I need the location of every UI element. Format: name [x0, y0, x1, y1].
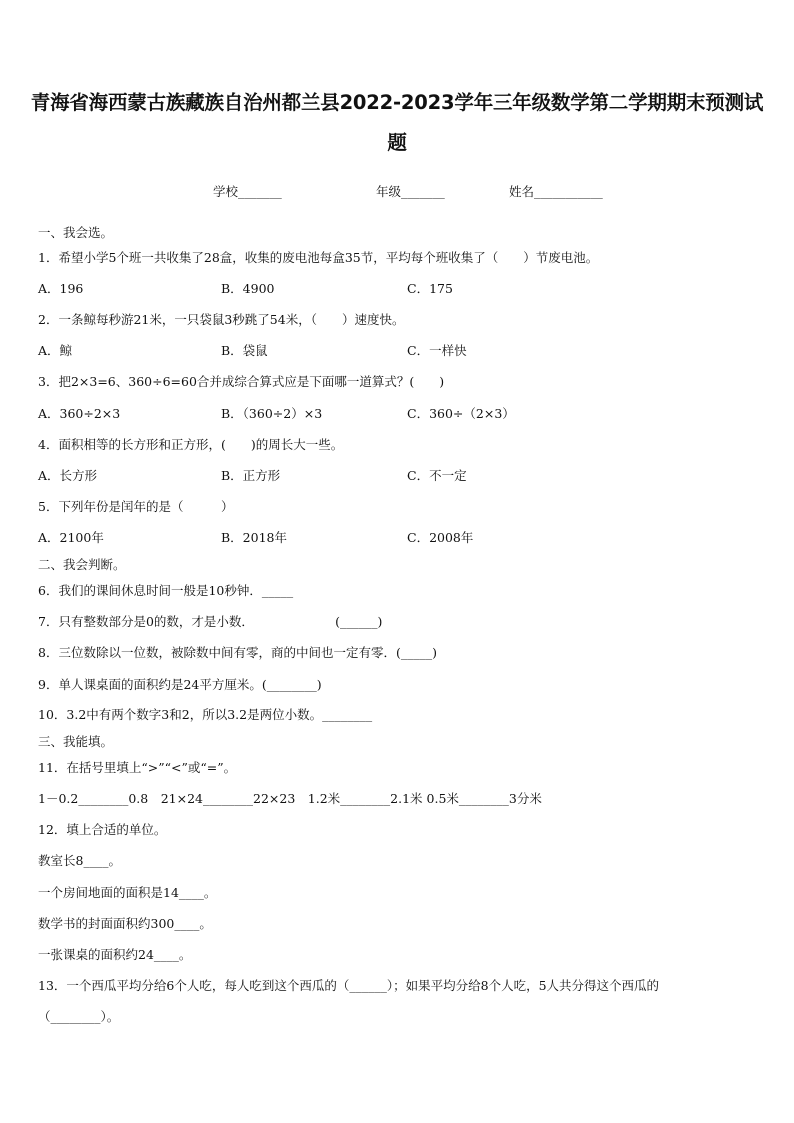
- q1-option-c: C．175: [407, 281, 453, 296]
- q2-option-b: B．袋鼠: [221, 343, 268, 358]
- exam-title: [30, 86, 764, 160]
- question-6: 6．我们的课间休息时间一般是10秒钟．_____: [38, 583, 294, 598]
- q5-option-a: A．2100年: [38, 530, 104, 545]
- question-8: 8．三位数除以一位数，被除数中间有零，商的中间也一定有零．(_____): [38, 645, 437, 660]
- question-1: 1．希望小学5个班一共收集了28盒，收集的废电池每盒35节，平均每个班收集了（ ）节废电池。: [38, 250, 599, 265]
- name-field: 姓名___________: [509, 184, 603, 199]
- q1-option-a: A．196: [38, 281, 84, 296]
- q3-option-b: B．（360÷2）×3: [221, 406, 323, 421]
- question-13-line-2: （________）。: [38, 1009, 120, 1024]
- question-3: 3．把2×3=6、360÷6=60合并成综合算式应是下面哪一道算式？( ): [38, 374, 445, 389]
- title-line-2: 题: [387, 131, 407, 154]
- question-9: 9．单人课桌面的面积约是24平方厘米。(________): [38, 677, 322, 692]
- q4-option-c: C．不一定: [407, 468, 467, 483]
- q12-item-book: 数学书的封面面积约300____。: [38, 916, 212, 931]
- question-7: 7．只有整数部分是0的数，才是小数． (______): [38, 614, 383, 629]
- q4-option-b: B．正方形: [221, 468, 281, 483]
- q3-option-a: A．360÷2×3: [38, 406, 121, 421]
- title-line-1: 青海省海西蒙古族藏族自治州都兰县2022-2023学年三年级数学第二学期期末预测试: [30, 91, 764, 114]
- section-heading-judge: 二、我会判断。: [38, 557, 126, 572]
- q1-option-b: B．4900: [221, 281, 275, 296]
- section-heading-fill: 三、我能填。: [38, 734, 114, 749]
- q12-item-room: 一个房间地面的面积是14____。: [38, 885, 217, 900]
- q5-option-c: C．2008年: [407, 530, 474, 545]
- q12-item-desk: 一张课桌的面积约24____。: [38, 947, 192, 962]
- school-field: 学校_______: [213, 184, 282, 199]
- question-2: 2．一条鲸每秒游21米，一只袋鼠3秒跳了54米，（ ）速度快。: [38, 312, 405, 327]
- q2-option-c: C．一样快: [407, 343, 467, 358]
- question-10: 10．3.2中有两个数字3和2，所以3.2是两位小数。________: [38, 707, 373, 722]
- question-11: 11．在括号里填上“>”“<”或“=”。: [38, 760, 237, 775]
- q3-option-c: C．360÷（2×3）: [407, 406, 515, 421]
- question-13-line-1: 13．一个西瓜平均分给6个人吃，每人吃到这个西瓜的（______）；如果平均分给8个人吃，5人共分得这个西瓜的: [38, 978, 660, 993]
- q12-item-classroom: 教室长8____。: [38, 853, 121, 868]
- grade-field: 年级_______: [376, 184, 445, 199]
- question-4: 4．面积相等的长方形和正方形，( )的周长大一些。: [38, 437, 344, 452]
- q2-option-a: A．鲸: [38, 343, 73, 358]
- section-heading-choice: 一、我会选。: [38, 225, 114, 240]
- question-5: 5．下列年份是闰年的是（ ）: [38, 499, 234, 514]
- question-11-comparisons: 1－0.2________0.8 21×24________22×23 1.2米________2.1米 0.5米________3分米: [38, 791, 542, 806]
- q5-option-b: B．2018年: [221, 530, 287, 545]
- question-12: 12．填上合适的单位。: [38, 822, 167, 837]
- q4-option-a: A．长方形: [38, 468, 98, 483]
